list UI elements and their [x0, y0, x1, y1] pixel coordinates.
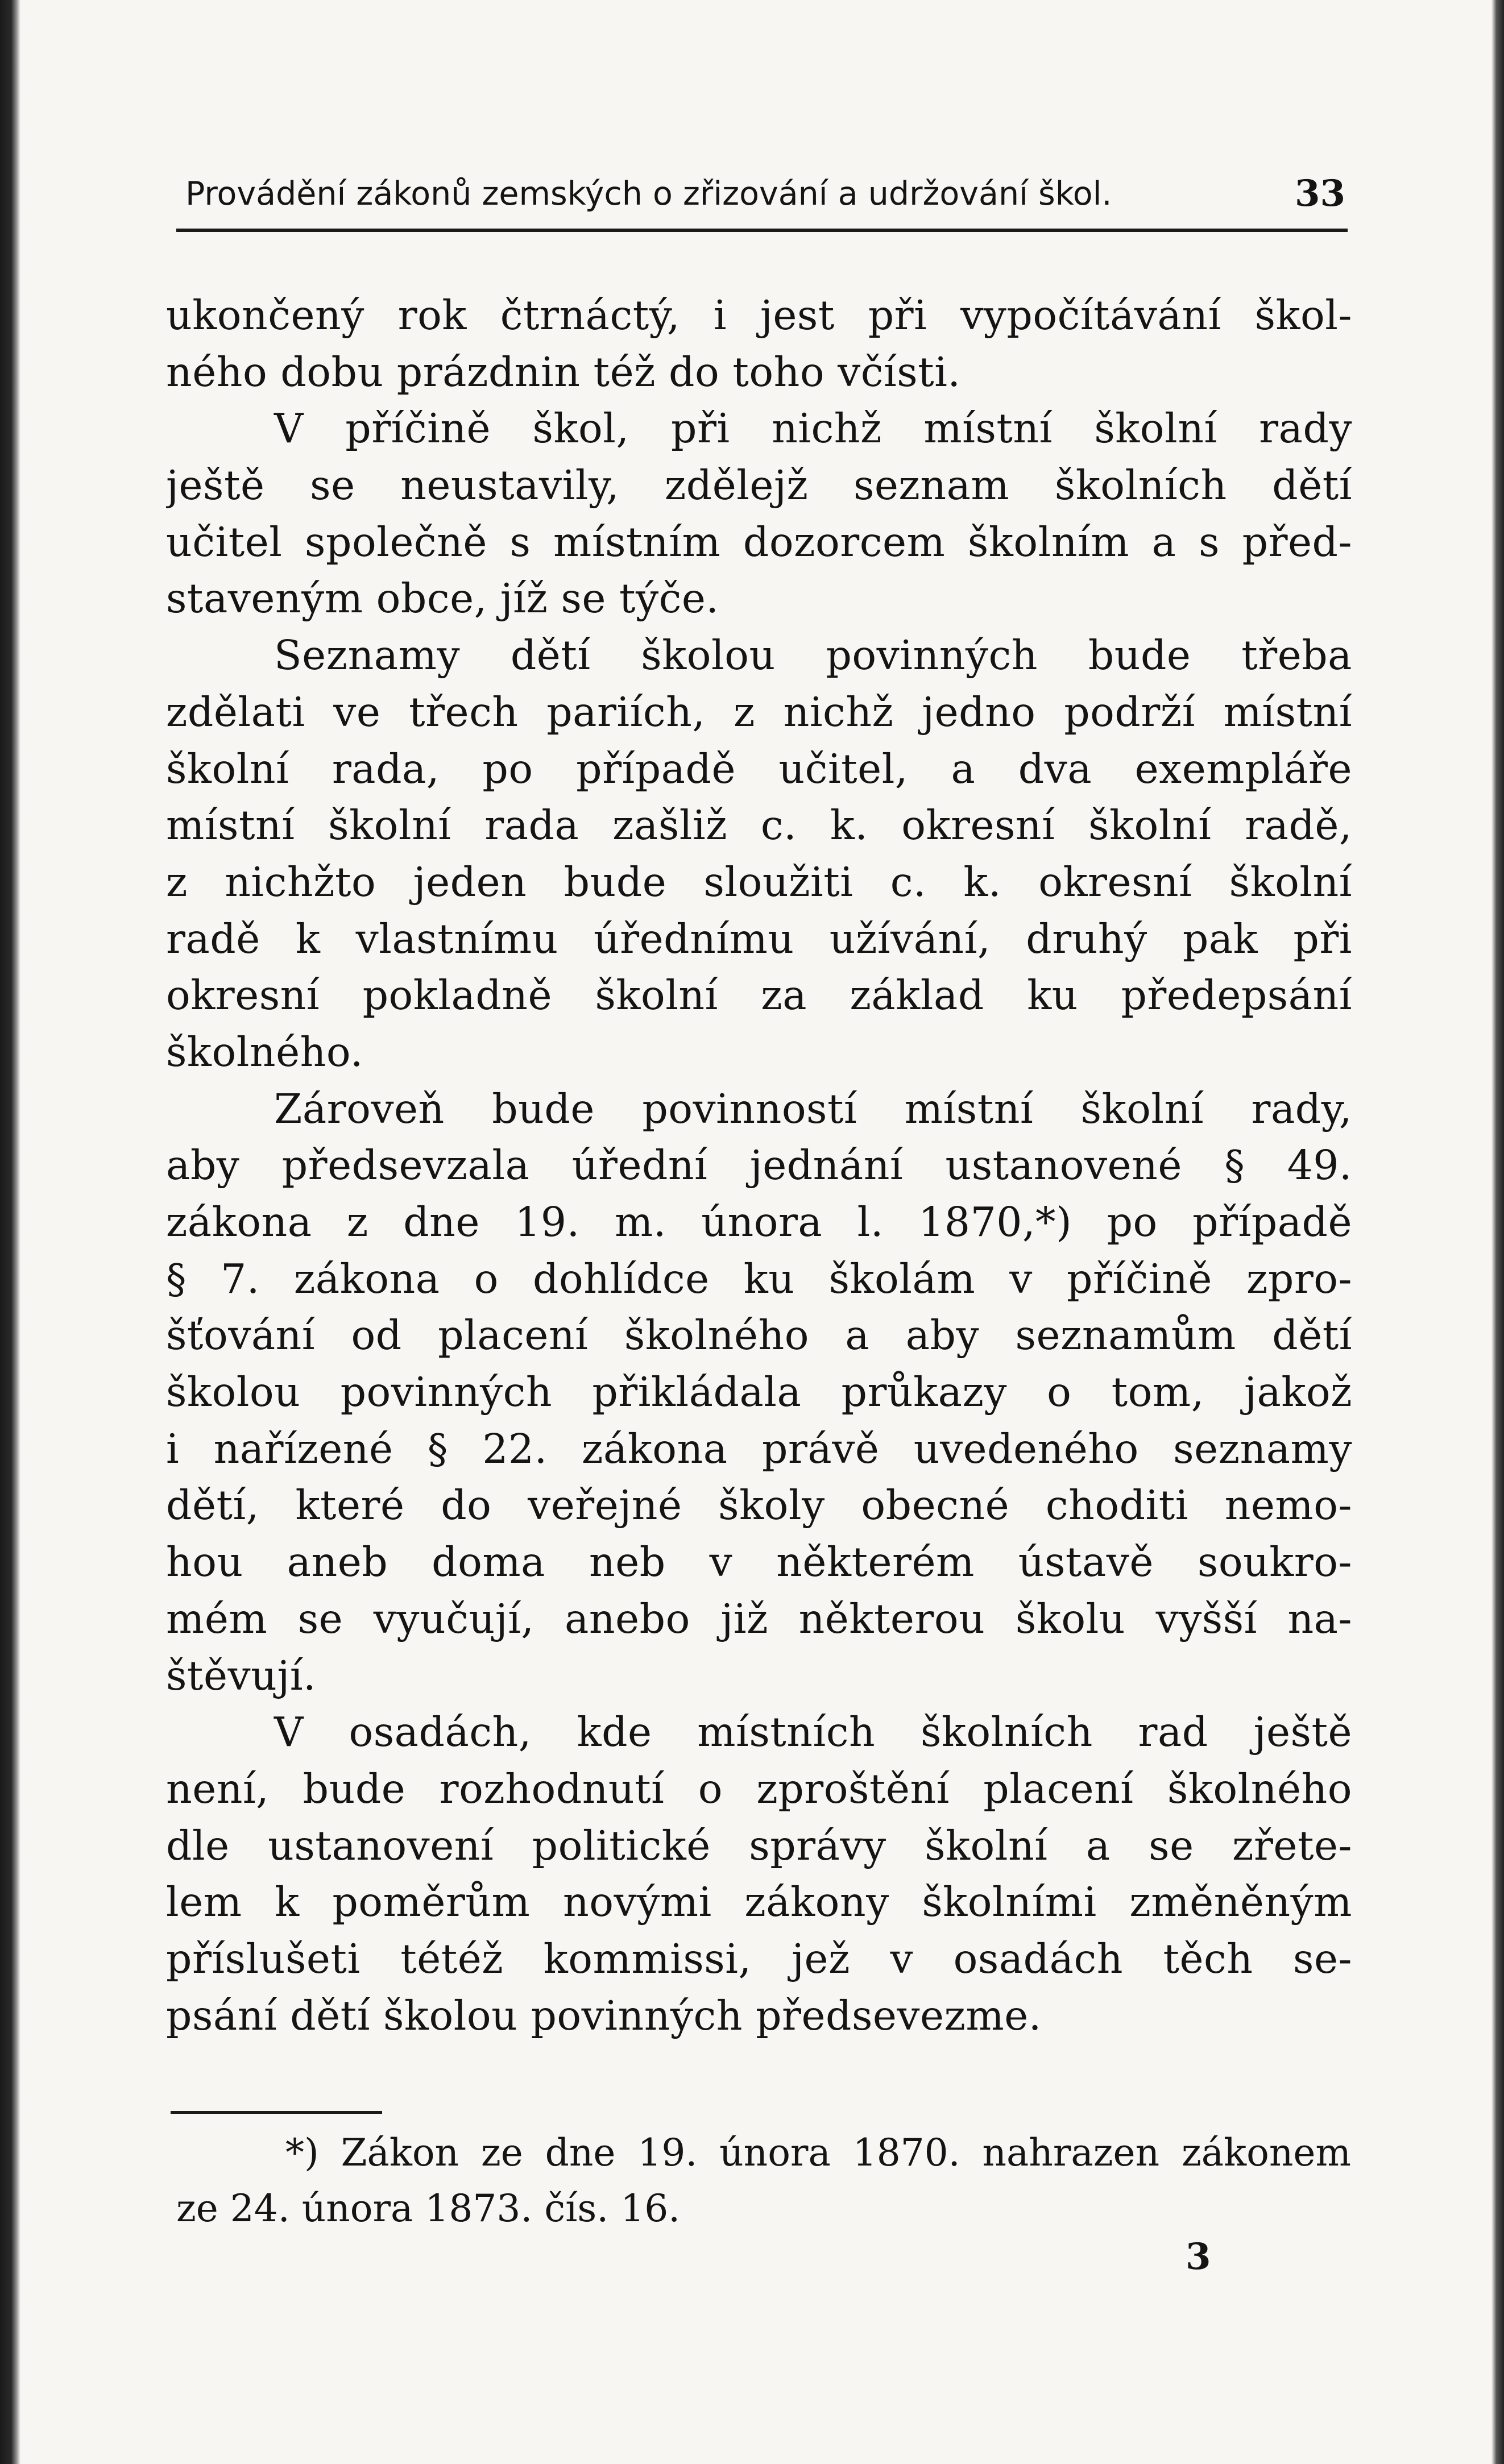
footnote: [176, 2125, 1351, 2237]
text-line: školou povinných přikládala průkazy o tom, jakož: [166, 1368, 1352, 1416]
text-line: místní školní rada zašliž c. k. okresní školní radě,: [166, 802, 1352, 849]
text-line: školného.: [166, 1028, 363, 1076]
text-line: Seznamy dětí školou povinných bude třeba: [274, 632, 1352, 679]
text-line: staveným obce, jíž se týče.: [166, 575, 719, 623]
footnote-line: *) Zákon ze dne 19. února 1870. nahrazen zákonem: [285, 2131, 1351, 2175]
signature-mark: 3: [1186, 2235, 1211, 2278]
footnote-line: ze 24. února 1873. čís. 16.: [176, 2187, 681, 2230]
text-line: dětí, které do veřejné školy obecné choditi nemo-: [166, 1482, 1352, 1529]
text-line: V příčině škol, při nichž místní školní rady: [274, 405, 1352, 453]
header-rule: [176, 229, 1348, 232]
text-line: radě k vlastnímu úřednímu užívání, druhý pak při: [166, 915, 1352, 963]
text-line: školní rada, po případě učitel, a dva exempláře: [166, 745, 1352, 793]
text-line: Zároveň bude povinností místní školní rady,: [274, 1085, 1352, 1133]
text-line: lem k poměrům novými zákony školními změněným: [166, 1878, 1352, 1926]
running-head-title: Provádění zákonů zemských o zřizování a udržování škol.: [185, 175, 1112, 213]
text-line: zákona z dne 19. m. února l. 1870,*) po případě: [166, 1198, 1352, 1246]
text-line: zdělati ve třech pariích, z nichž jedno podrží místní: [166, 688, 1352, 736]
text-line: i nařízené § 22. zákona právě uvedeného seznamy: [166, 1425, 1352, 1472]
text-line: šťování od placení školného a aby seznamům dětí: [166, 1312, 1352, 1359]
running-head: [185, 168, 1345, 219]
text-line: ještě se neustavily, zdělejž seznam školních dětí: [166, 462, 1352, 509]
text-line: mém se vyučují, anebo již některou školu vyšší na-: [166, 1595, 1352, 1642]
text-line: psání dětí školou povinných předsevezme.: [166, 1992, 1042, 2039]
page-number: 33: [1294, 172, 1345, 215]
text-line: V osadách, kde místních školních rad ještě: [274, 1708, 1352, 1756]
text-line: okresní pokladně školní za základ ku předepsání: [166, 972, 1352, 1019]
text-line: příslušeti tétéž kommissi, jež v osadách těch se-: [166, 1935, 1352, 1982]
footnote-rule: [171, 2111, 382, 2114]
text-line: není, bude rozhodnutí o zproštění placení školného: [166, 1765, 1352, 1812]
text-line: z nichžto jeden bude sloužiti c. k. okresní školní: [166, 858, 1352, 906]
text-line: aby předsevzala úřední jednání ustanovené § 49.: [166, 1142, 1352, 1189]
text-line: štěvují.: [166, 1652, 317, 1699]
body-text: [166, 287, 1352, 2044]
text-line: učitel společně s místním dozorcem školním a s před-: [166, 518, 1352, 566]
text-line: § 7. zákona o dohlídce ku školám v příčině zpro-: [166, 1255, 1352, 1302]
text-line: dle ustanovení politické správy školní a se zřete-: [166, 1822, 1352, 1869]
text-line: ukončený rok čtrnáctý, i jest při vypočítávání škol-: [166, 292, 1352, 339]
text-line: ného dobu prázdnin též do toho včísti.: [166, 348, 961, 396]
text-line: hou aneb doma neb v některém ústavě soukro-: [166, 1538, 1352, 1586]
